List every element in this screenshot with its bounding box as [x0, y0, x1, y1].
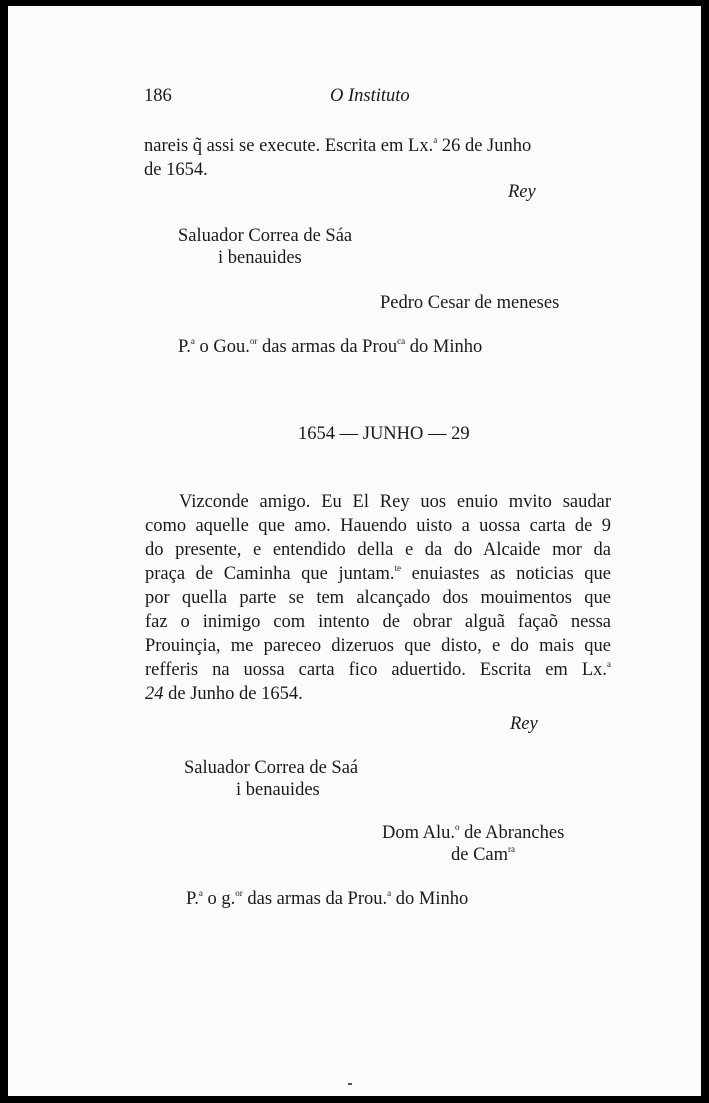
letter2-signature: Rey	[510, 714, 538, 734]
letter1-signature: Rey	[508, 182, 536, 202]
page-number: 186	[144, 86, 172, 106]
letter1-secretary-line2: i benauides	[218, 248, 302, 268]
letter1-line1: nareis q̃ assi se execute. Escrita em Lx.$^a$ 26 de Junho	[144, 135, 532, 156]
book-page	[8, 6, 701, 1096]
letter1-countersign: Pedro Cesar de meneses	[380, 293, 560, 313]
body-line: por quella parte se tem alcançado dos mouimentos que	[145, 588, 611, 608]
letter2-secretary-line2: i benauides	[236, 780, 320, 800]
letter2-date-heading: 1654 — JUNHO — 29	[298, 424, 470, 444]
letter1-secretary-line1: Saluador Correa de Sáa	[178, 226, 353, 246]
letter2-body	[145, 490, 611, 706]
body-line: Vizconde amigo. Eu El Rey uos enuio mvito saudar	[179, 492, 611, 512]
letter2-countersign-line2: de Cam$^{ra}$	[451, 844, 516, 865]
page-mark	[348, 1083, 352, 1085]
body-line: do presente, e entendido della e da do Alcaide mor da	[145, 540, 611, 560]
running-title: O Instituto	[330, 86, 410, 106]
body-line: refferis na uossa carta fico aduertido. Escrita em Lx.$^a$	[145, 659, 611, 680]
body-line: praça de Caminha que juntam.$^{te}$ enuiastes as noticias que	[145, 563, 611, 584]
body-line-last: 24 de Junho de 1654.	[145, 684, 303, 704]
letter2-address: P.$^a$ o g.$^{or}$ das armas da Prou.$^a$ do Minho	[186, 888, 469, 909]
body-line: Prouinçia, me pareceo dizeruos que disto, e do mais que	[145, 636, 611, 656]
letter2-secretary-line1: Saluador Correa de Saá	[184, 758, 359, 778]
letter2-countersign-line1: Dom Alu.$^o$ de Abranches	[382, 822, 565, 843]
letter1-line2: de 1654.	[144, 160, 208, 180]
body-line: como aquelle que amo. Hauendo uisto a uossa carta de 9	[145, 516, 611, 536]
letter1-address: P.$^a$ o Gou.$^{or}$ das armas da Prou$^{ca}$ do Minho	[178, 336, 483, 357]
body-line: faz o inimigo com intento de obrar alguã façaõ nessa	[145, 612, 611, 632]
